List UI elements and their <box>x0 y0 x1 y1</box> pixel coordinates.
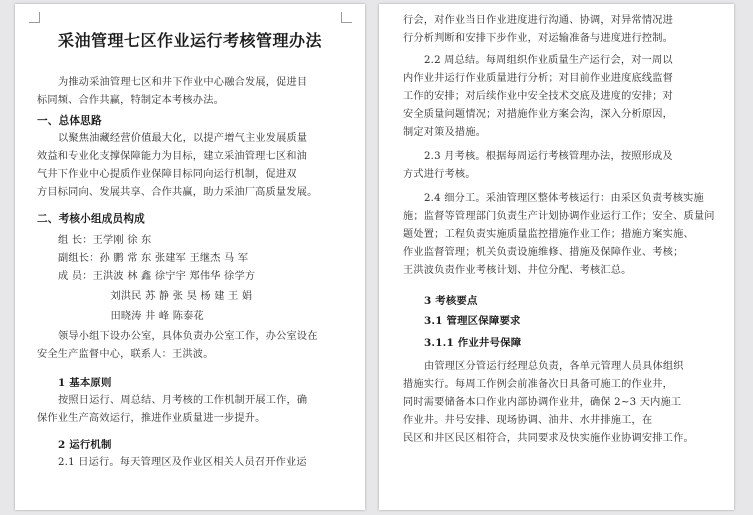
paragraph-line: 以聚焦油藏经营价值最大化，以提产增气主业发展质量 <box>58 133 308 144</box>
section-heading: 3 考核要点 <box>424 295 478 307</box>
paragraph-line: 由管理区分管运行经理总负责，各单元管理人员具体组织 <box>424 361 684 372</box>
document-title: 采油管理七区作业运行考核管理办法 <box>57 31 322 50</box>
paragraph-line: 组 长：王学刚 徐 东 <box>58 235 152 246</box>
paragraph-line: 田晓涛 井 峰 陈泰花 <box>110 311 204 322</box>
section-heading: 二、考核小组成员构成 <box>37 213 145 225</box>
paragraph-line: 标同频、合作共赢，特制定本考核办法。 <box>37 95 224 106</box>
paragraph-line: 气井下作业中心提质作业保障目标同向运行机制，促进双 <box>37 169 297 180</box>
paragraph-line: 效益和专业化支撑保障能力为目标，建立采油管理七区和油 <box>37 151 308 162</box>
margin-marker-top-left <box>29 12 40 23</box>
paragraph-line: 安全质量问题情况；对措施作业方案会沟，深入分析原因， <box>403 109 674 120</box>
paragraph-line: 2.3 月考核。根据每周运行考核管理办法，按照形成及 <box>424 151 673 162</box>
paragraph-line: 刘洪民 苏 静 张 昊 杨 建 王 娟 <box>110 291 253 302</box>
paragraph-line: 施；监督等管理部门负责生产计划协调作业运行工作；安全、质量问 <box>403 211 715 222</box>
paragraph-line: 作业井。井号安排、现场协调、油井、水井排施工，在 <box>403 415 653 426</box>
paragraph-line: 作业监督管理；机关负责设施维修、措施及保障作业、考核； <box>403 247 684 258</box>
paragraph-line: 方目标同向、发展共享、合作共赢，助力采油厂高质量发展。 <box>37 187 318 198</box>
section-heading: 2 运行机制 <box>58 439 112 451</box>
paragraph-line: 民区和井区民区相符合，共同要求及快实施作业协调安排工作。 <box>403 433 694 444</box>
section-heading: 1 基本原则 <box>58 377 112 389</box>
document-page-right <box>379 4 734 510</box>
document-page-left <box>15 4 365 510</box>
paragraph-line: 2.2 周总结。每周组织作业质量生产运行会，对一周以 <box>424 55 673 66</box>
paragraph-line: 方式进行考核。 <box>403 169 476 180</box>
paragraph-line: 安全生产监督中心，联系人：王洪波。 <box>37 349 214 360</box>
paragraph-line: 成 员：王洪波 林 鑫 徐宁宇 郑伟华 徐学方 <box>58 271 256 282</box>
section-heading: 3.1 管理区保障要求 <box>424 315 521 327</box>
margin-marker-top-right <box>341 12 352 23</box>
paragraph-line: 保作业生产高效运行，推进作业质量进一步提升。 <box>37 413 266 424</box>
paragraph-line: 领导小组下设办公室，具体负责办公室工作，办公室设在 <box>58 331 318 342</box>
paragraph-line: 副组长：孙 鹏 常 东 张建军 王继杰 马 军 <box>58 253 249 264</box>
paragraph-line: 同时需要储备本口作业内部协调作业井，确保 2~3 天内施工 <box>403 397 682 408</box>
paragraph-line: 行分析判断和安排下步作业，对运输准备与进度进行控制。 <box>403 33 674 44</box>
paragraph-line: 措施实行。每周工作例会前准备次日具备可施工的作业井， <box>403 379 674 390</box>
paragraph-line: 工作的安排；对后续作业中安全技术交底及进度的安排；对 <box>403 91 674 102</box>
paragraph-line: 2.4 细分工。采油管理区整体考核运行：由采区负责考核实施 <box>424 193 704 204</box>
section-heading: 3.1.1 作业井号保障 <box>424 337 522 349</box>
paragraph-line: 按照日运行、周总结、月考核的工作机制开展工作，确 <box>58 395 308 406</box>
paragraph-line: 制定对策及措施。 <box>403 127 487 138</box>
paragraph-line: 为推动采油管理七区和井下作业中心融合发展，促进目 <box>58 77 308 88</box>
paragraph-line: 内作业井运行作业质量进行分析；对目前作业进度底线监督 <box>403 73 674 84</box>
paragraph-line: 题处置；工程负责实施质量监控措施作业工作；措施方案实施、 <box>403 229 694 240</box>
paragraph-line: 行会，对作业当日作业进度进行沟通、协调，对异常情况进 <box>403 15 674 26</box>
section-heading: 一、总体思路 <box>37 115 102 127</box>
paragraph-line: 王洪波负责作业考核计划、井位分配、考核汇总。 <box>403 265 632 276</box>
paragraph-line: 2.1 日运行。每天管理区及作业区相关人员召开作业运 <box>58 457 307 468</box>
